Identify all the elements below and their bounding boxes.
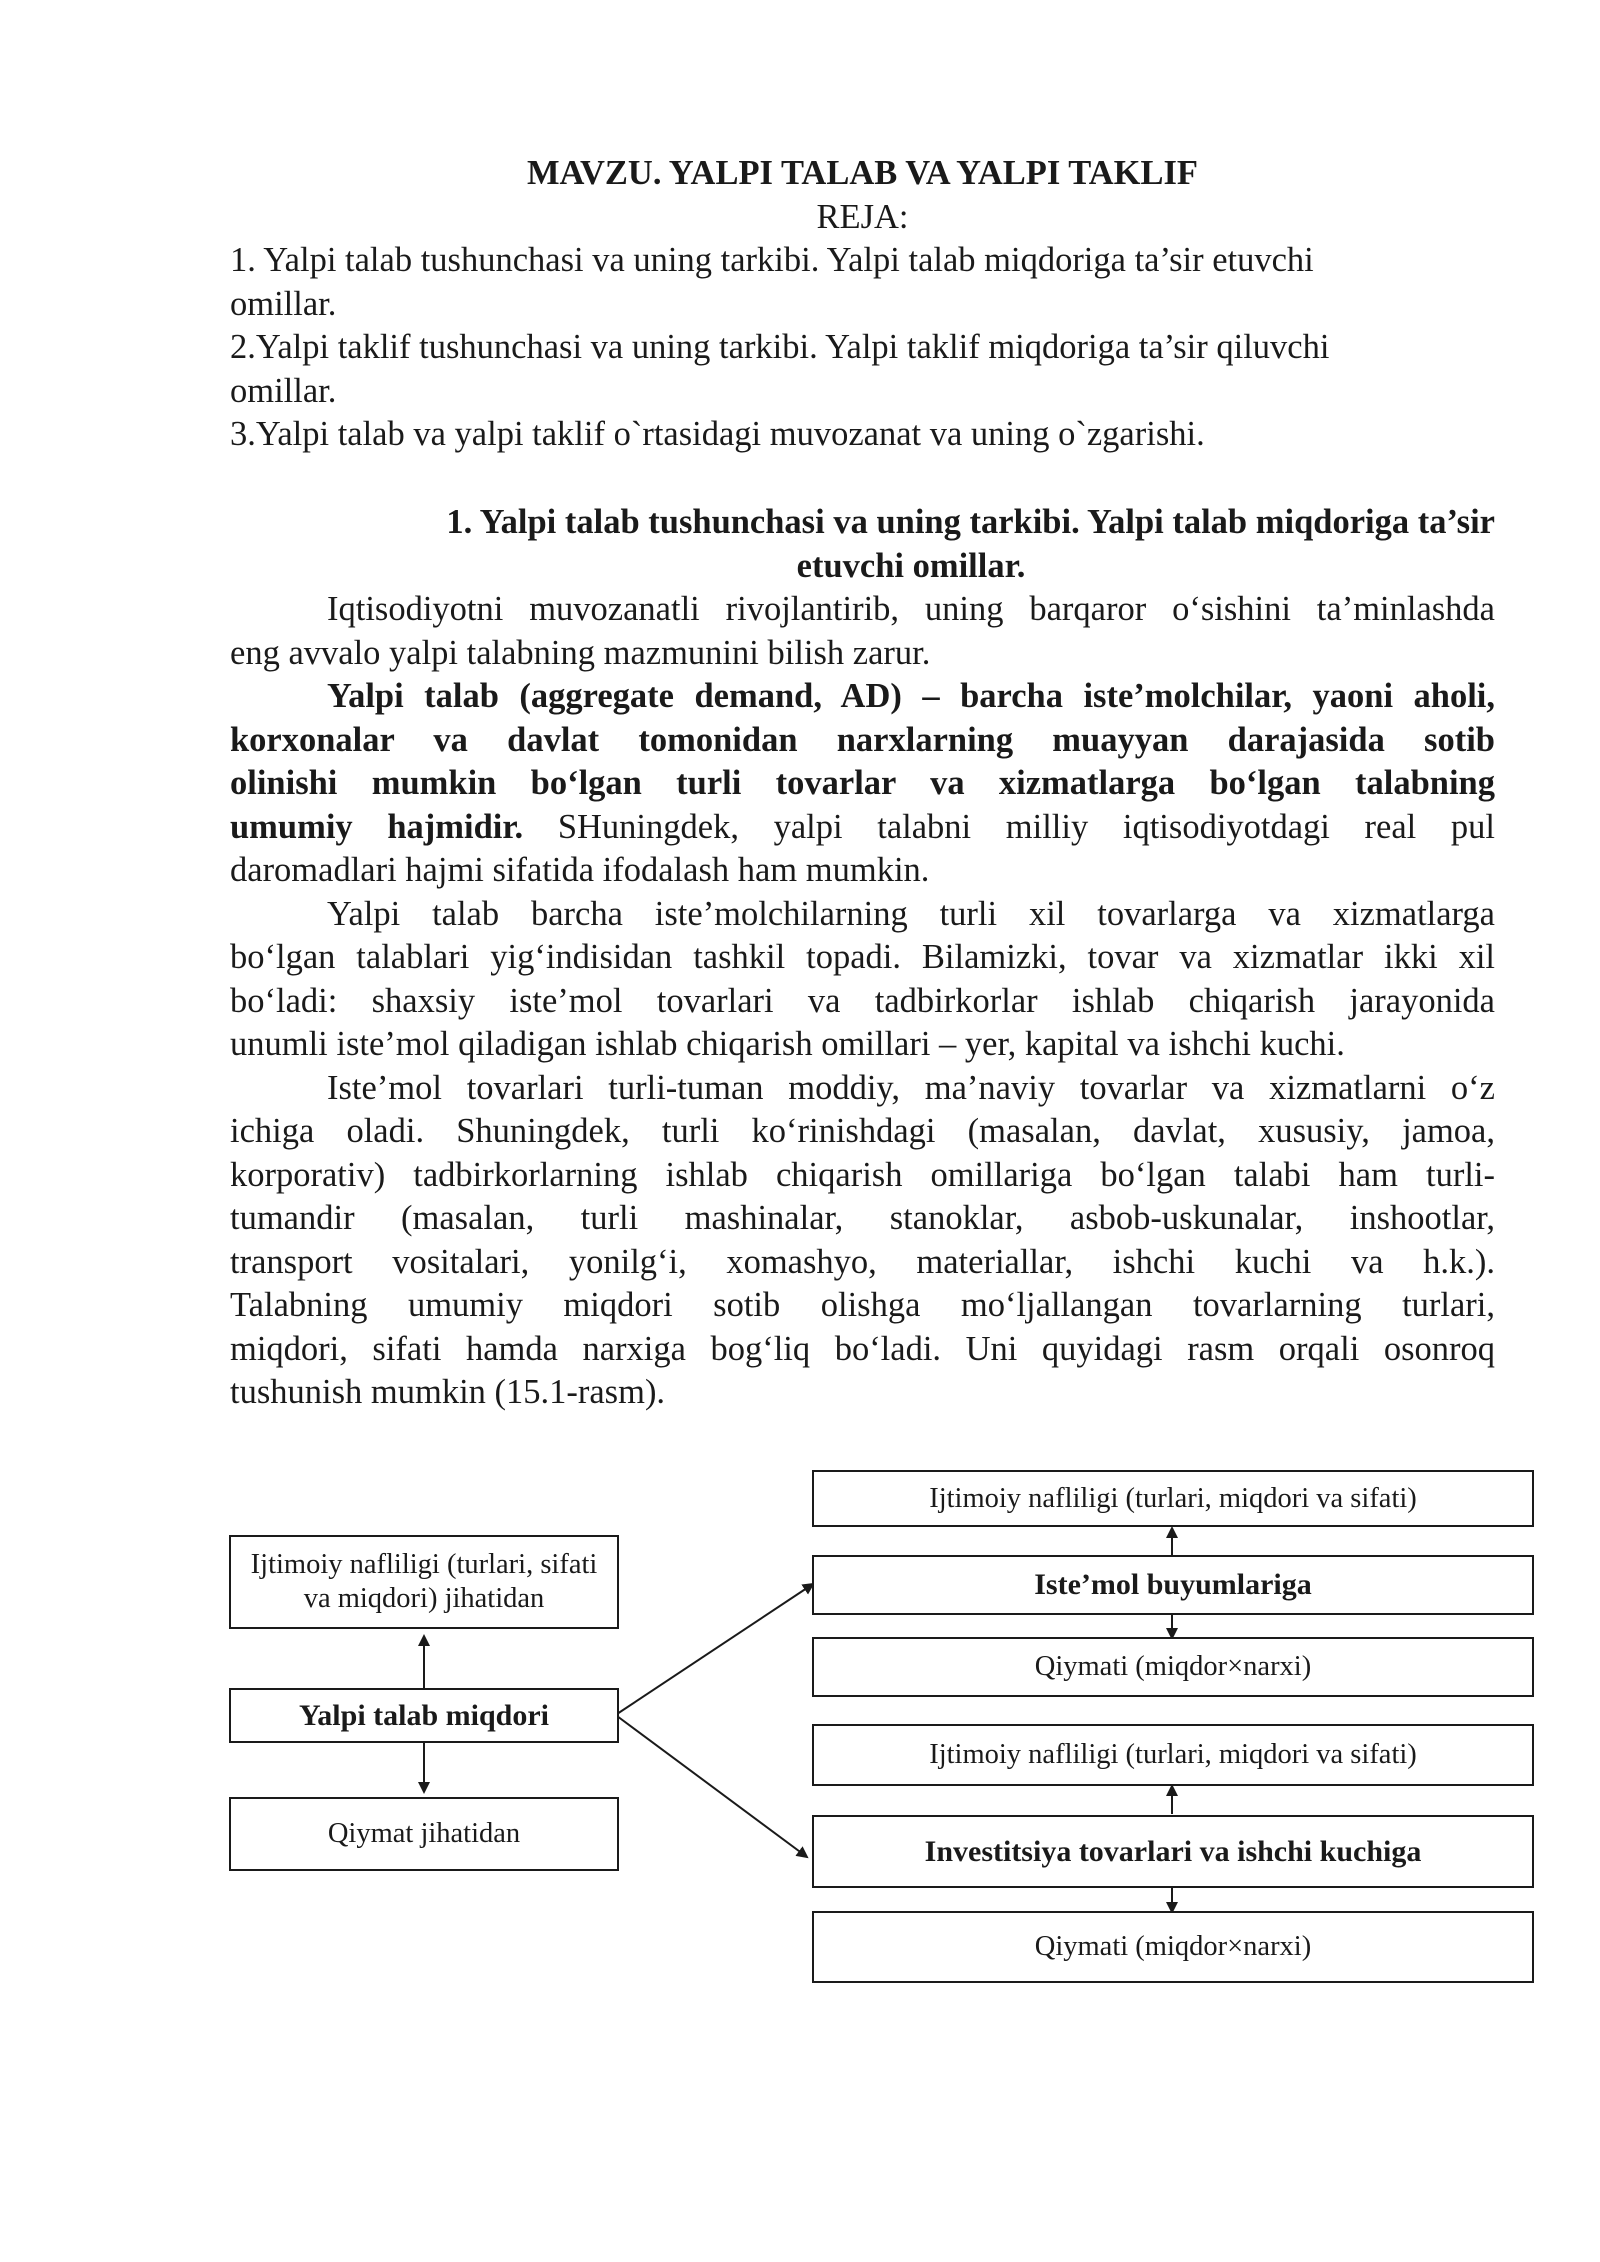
definition-term-end: umumiy hajmidir.: [230, 807, 524, 846]
investment-goods-box: Investitsiya tovarlari va ishchi kuchiga: [812, 1815, 1534, 1888]
paragraph-line: Iste’mol tovarlari turli-tuman moddiy, ma’naviy tovarlar va xizmatlarni o‘z: [327, 1068, 1495, 1107]
aggregate-demand-box: Yalpi talab miqdori: [229, 1688, 619, 1743]
definition-line: olinishi mumkin bo‘lgan turli tovarlar va xizmatlarga bo‘lgan talabning: [230, 764, 1495, 802]
left-utility-box: Ijtimoiy nafliligi (turlari, sifati va miqdori) jihatidan: [229, 1535, 619, 1629]
plan-line: omillar.: [230, 371, 337, 410]
paragraph-line: Talabning umumiy miqdori sotib olishga mo‘ljallangan tovarlarning turlari,: [230, 1286, 1495, 1324]
paragraph-line: korporativ) tadbirkorlarning ishlab chiqarish omillariga bo‘lgan talabi ham turli-: [230, 1155, 1495, 1194]
paragraph-line: bo‘ladi: shaxsiy iste’mol tovarlari va tadbirkorlar ishlab chiqarish jarayonida: [230, 981, 1495, 1020]
r1-utility-box: Ijtimoiy nafliligi (turlari, miqdori va sifati): [812, 1470, 1534, 1527]
paragraph-line: miqdori, sifati hamda narxiga bog‘liq bo‘ladi. Uni quyidagi rasm orqali osonroq: [230, 1329, 1495, 1368]
paragraph-line: bo‘lgan talablari yig‘indisidan tashkil topadi. Bilamizki, tovar va xizmatlar ikki xil: [230, 938, 1495, 976]
plan-line: 1. Yalpi talab tushunchasi va uning tarkibi. Yalpi talab miqdoriga ta’sir etuvchi: [230, 241, 1314, 279]
plan-line: 2.Yalpi taklif tushunchasi va uning tarkibi. Yalpi taklif miqdoriga ta’sir qiluvchi: [230, 328, 1330, 366]
arrow-to-investment-goods: [617, 1716, 807, 1857]
plan-line: 3.Yalpi talab va yalpi taklif o`rtasidagi muvozanat va uning o`zgarishi.: [230, 415, 1205, 453]
definition-line: Yalpi talab (aggregate demand, AD) – barcha iste’molchilar, yaoni aholi,: [327, 677, 1495, 715]
r2-utility-box: Ijtimoiy nafliligi (turlari, miqdori va sifati): [812, 1724, 1534, 1786]
paragraph-line: eng avvalo yalpi talabning mazmunini bilish zarur.: [230, 633, 931, 672]
arrow-to-consumer-goods: [617, 1584, 813, 1714]
plan-line: omillar.: [230, 284, 337, 323]
paragraph-line: daromadlari hajmi sifatida ifodalash ham mumkin.: [230, 851, 930, 889]
consumer-goods-box: Iste’mol buyumlariga: [812, 1555, 1534, 1615]
definition-line: korxonalar va davlat tomonidan narxlarning muayyan darajasida sotib: [230, 720, 1495, 759]
r2-value-box: Qiymati (miqdor×narxi): [812, 1911, 1534, 1983]
definition-continuation: SHuningdek, yalpi talabni milliy iqtisodiyotdagi real pul: [523, 807, 1496, 846]
left-value-label: Qiymat jihatidan: [327, 1818, 521, 1849]
paragraph-line: tumandir (masalan, turli mashinalar, stanoklar, asbob-uskunalar, inshootlar,: [230, 1199, 1495, 1237]
paragraph-line: transport vositalari, yonilg‘i, xomashyo, materiallar, ishchi kuchi va h.k.).: [230, 1242, 1495, 1281]
paragraph-line: tushunish mumkin (15.1-rasm).: [230, 1373, 666, 1411]
page-title: MAVZU. YALPI TALAB VA YALPI TAKLIF: [526, 154, 1199, 192]
paragraph-line: unumli iste’mol qiladigan ishlab chiqarish omillari – yer, kapital va ishchi kuchi.: [230, 1025, 1345, 1063]
section-heading: 1. Yalpi talab tushunchasi va uning tarkibi. Yalpi talab miqdoriga ta’sir: [446, 503, 1495, 541]
paragraph-line: ichiga oladi. Shuningdek, turli ko‘rinishdagi (masalan, davlat, xususiy, jamoa,: [230, 1112, 1495, 1150]
paragraph-line: Iqtisodiyotni muvozanatli rivojlantirib, uning barqaror o‘sishini ta’minlashda: [327, 590, 1495, 628]
left-value-box: [229, 1797, 619, 1871]
paragraph-line: Yalpi talab barcha iste’molchilarning turli xil tovarlarga va xizmatlarga: [327, 894, 1495, 933]
section-heading: etuvchi omillar.: [796, 546, 1026, 585]
r1-value-box: Qiymati (miqdor×narxi): [812, 1637, 1534, 1697]
plan-heading: REJA:: [816, 197, 909, 236]
